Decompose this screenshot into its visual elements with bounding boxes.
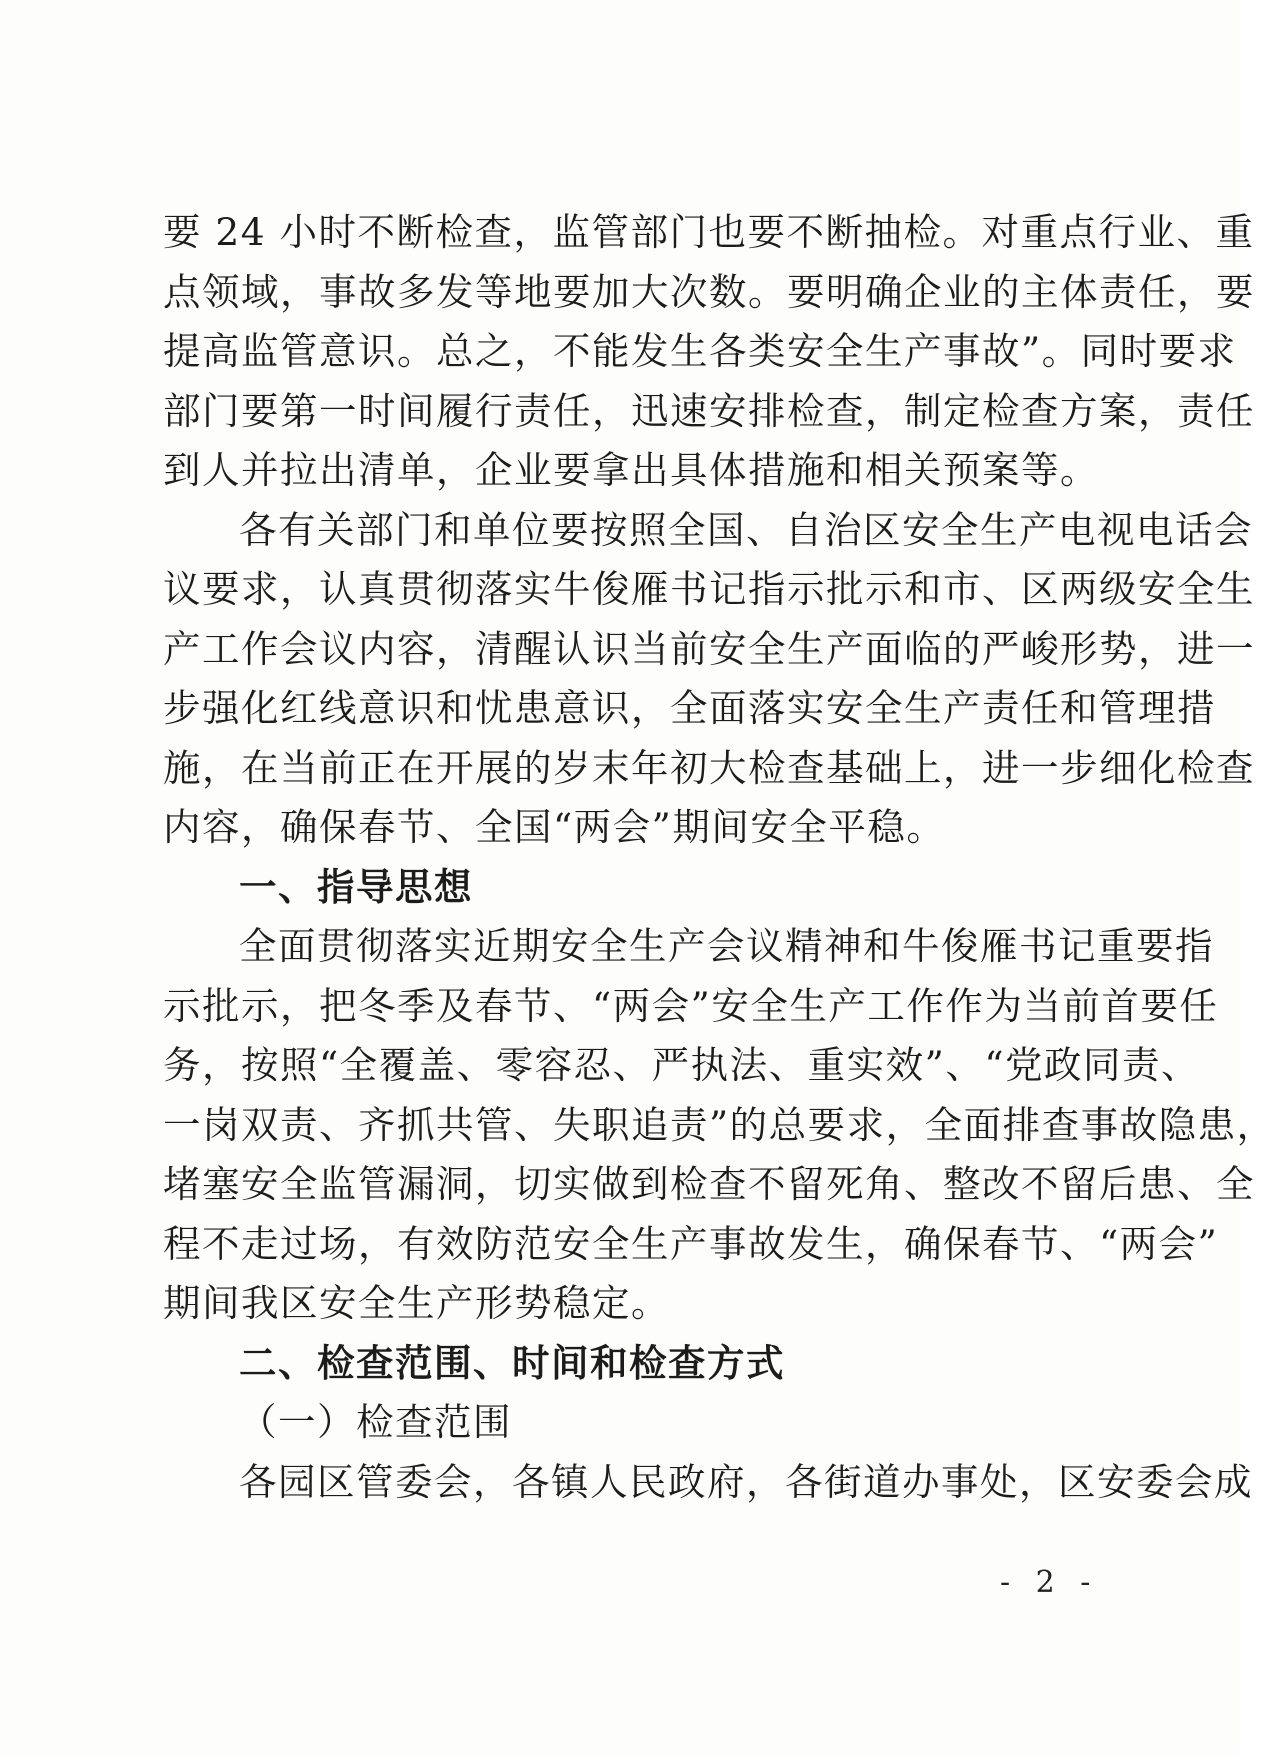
- text-line-6: 各有关部门和单位要按照全国、自治区安全生产电视电话会: [239, 507, 1253, 552]
- text-line-13: 全面贯彻落实近期安全生产会议精神和牛俊雁书记重要指: [239, 924, 1214, 968]
- text-line-10: 施，在当前正在开展的岁末年初大检查基础上，进一步细化检查: [163, 745, 1255, 790]
- text-line-8: 产工作会议内容，清醒认识当前安全生产面临的严峻形势，进一: [163, 626, 1255, 671]
- text-line-17: 堵塞安全监管漏洞，切实做到检查不留死角、整改不留后患、全: [163, 1162, 1255, 1206]
- text-line-16: 一岗双责、齐抓共管、失职追责”的总要求，全面排查事故隐患，: [163, 1102, 1276, 1147]
- text-line-2: 点领域，事故多发等地要加大次数。要明确企业的主体责任，要: [163, 269, 1255, 314]
- text-line-22: 各园区管委会，各镇人民政府，各街道办事处，区安委会成: [239, 1459, 1253, 1504]
- text-line-19: 期间我区安全生产形势稳定。: [163, 1281, 670, 1325]
- text-line-18: 程不走过场，有效防范安全生产事故发生，确保春节、“两会”: [163, 1221, 1219, 1266]
- text-line-5: 到人并拉出清单，企业要拿出具体措施和相关预案等。: [163, 448, 1099, 492]
- subsection-heading-scope: （一）检查范围: [239, 1400, 512, 1444]
- text-line-1: 要 24 小时不断检查，监管部门也要不断抽检。对重点行业、重: [163, 210, 1255, 254]
- text-line-3: 提高监管意识。总之，不能发生各类安全生产事故”。同时要求: [163, 329, 1237, 373]
- document-body: [163, 203, 1276, 1512]
- text-line-11: 内容，确保春节、全国“两会”期间安全平稳。: [163, 805, 946, 849]
- text-line-14: 示批示，把冬季及春节、“两会”安全生产工作作为当前首要任: [163, 983, 1219, 1028]
- section-heading-inspection-scope: 二、检查范围、时间和检查方式: [239, 1340, 785, 1385]
- text-line-9: 步强化红线意识和忧患意识，全面落实安全生产责任和管理措: [163, 686, 1216, 730]
- page-number: - 2 -: [1000, 1565, 1099, 1600]
- section-heading-guiding-ideology: 一、指导思想: [239, 864, 473, 909]
- text-line-15: 务，按照“全覆盖、零容忍、严执法、重实效”、“党政同责、: [163, 1043, 1201, 1087]
- text-line-4: 部门要第一时间履行责任，迅速安排检查，制定检查方案，责任: [163, 388, 1255, 433]
- text-line-7: 议要求，认真贯彻落实牛俊雁书记指示批示和市、区两级安全生: [163, 567, 1255, 611]
